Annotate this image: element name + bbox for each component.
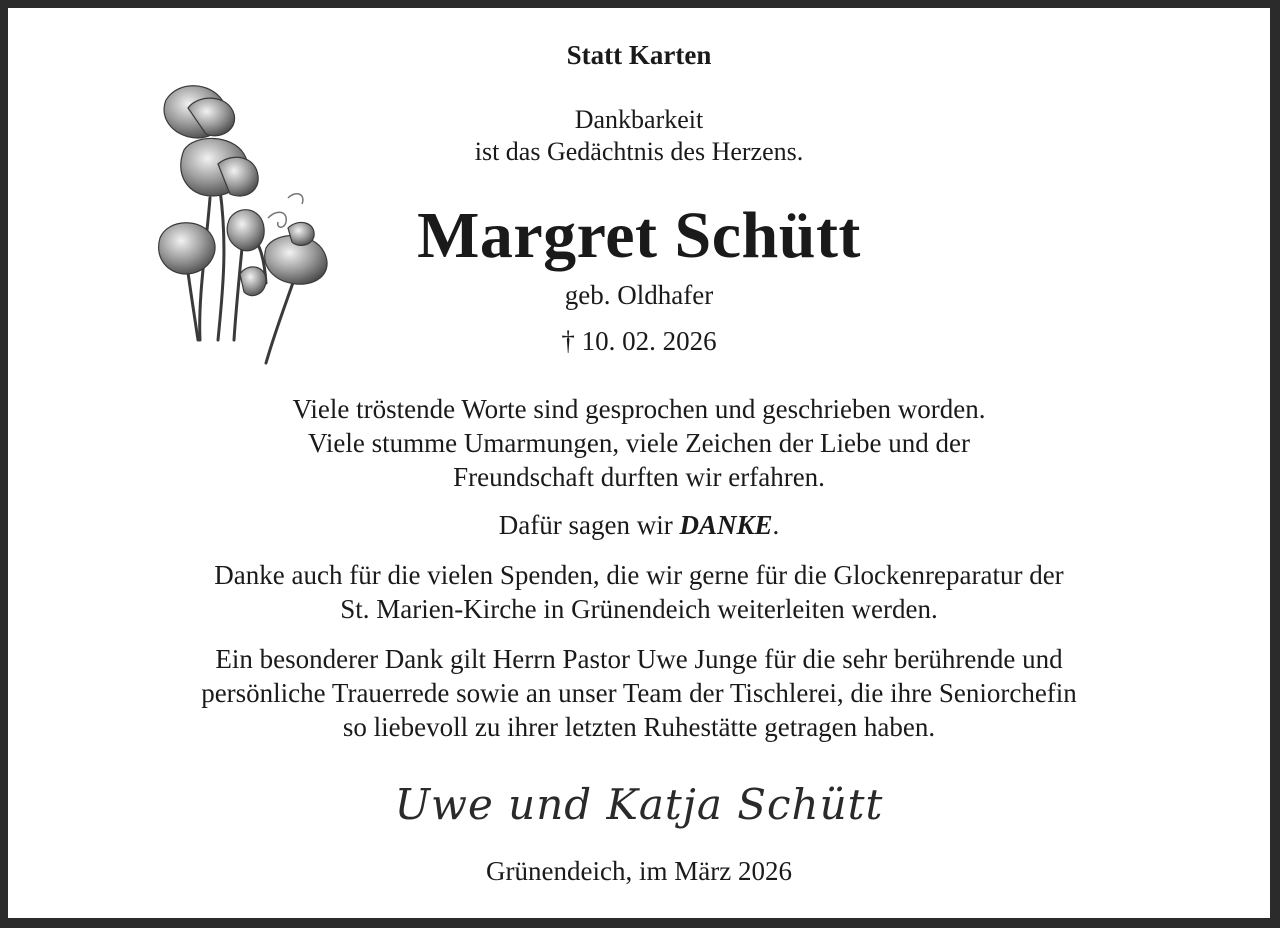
para3-line2: persönliche Trauerrede sowie an unser Team der Tischlerei, die ihre Seniorchefin bbox=[201, 678, 1077, 708]
header-statt-karten: Statt Karten bbox=[566, 40, 712, 70]
thanks-word: DANKE bbox=[679, 510, 773, 540]
signature: Uwe und Katja Schütt bbox=[394, 780, 884, 829]
death-date: † 10. 02. 2026 bbox=[561, 326, 717, 356]
birth-name: geb. Oldhafer bbox=[564, 280, 714, 310]
motto-line-2: ist das Gedächtnis des Herzens. bbox=[474, 137, 804, 166]
para3-line3: so liebevoll zu ihrer letzten Ruhestätte getragen haben. bbox=[342, 712, 936, 742]
deceased-name: Margret Schütt bbox=[417, 199, 861, 272]
thanks-line bbox=[8, 508, 1270, 542]
obituary-card bbox=[8, 8, 1270, 918]
place-date: Grünendeich, im März 2026 bbox=[486, 856, 792, 886]
para3-line1: Ein besonderer Dank gilt Herrn Pastor Uwe Junge für die sehr berührende und bbox=[215, 644, 1063, 674]
para1-line3: Freundschaft durften wir erfahren. bbox=[453, 462, 825, 492]
para1-line2: Viele stumme Umarmungen, viele Zeichen der Liebe und der bbox=[308, 428, 970, 458]
thanks-suffix: . bbox=[772, 510, 780, 540]
para2-line2: St. Marien-Kirche in Grünendeich weiterleiten werden. bbox=[340, 594, 938, 624]
para1-line1: Viele tröstende Worte sind gesprochen und geschrieben worden. bbox=[292, 394, 986, 424]
para2-line1: Danke auch für die vielen Spenden, die wir gerne für die Glockenreparatur der bbox=[214, 560, 1064, 590]
thanks-prefix: Dafür sagen wir bbox=[498, 510, 680, 540]
motto-line-1: Dankbarkeit bbox=[574, 105, 704, 134]
